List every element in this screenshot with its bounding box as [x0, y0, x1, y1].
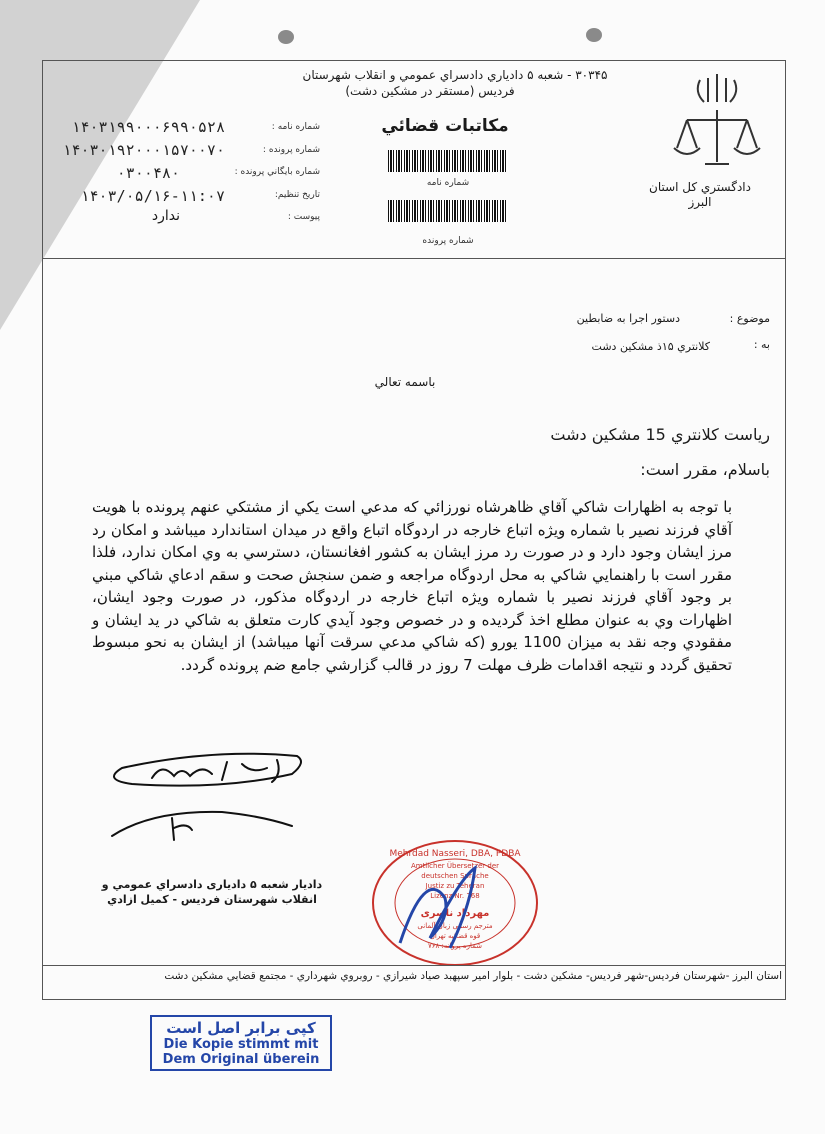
translator-seal-icon — [370, 838, 540, 968]
field-label-attachment: پيوست : — [287, 212, 320, 222]
field-value-attachment: ندارد — [151, 208, 180, 224]
court-name: دادگستري كل استان — [649, 180, 751, 194]
svg-text:Justiz zu Teheran: Justiz zu Teheran — [425, 882, 485, 890]
svg-text:Lizenz Nr. 768: Lizenz Nr. 768 — [430, 892, 480, 900]
punch-hole-left — [278, 30, 294, 44]
subject-value: دستور اجرا به ضابطين — [576, 312, 680, 325]
field-value-case-no: ۱۴۰۳۰۱۹۲۰۰۰۱۵۷۰۰۷۰ — [62, 141, 225, 159]
svg-text:شماره پروانه: ۷۶۸: شماره پروانه: ۷۶۸ — [427, 942, 483, 950]
svg-text:مهرداد ناصری: مهرداد ناصری — [420, 908, 490, 919]
invocation: باسمه تعالي — [374, 375, 436, 389]
barcode1-caption: شماره نامه — [426, 178, 470, 188]
stamp-line-persian: کپی برابر اصل است — [166, 1019, 316, 1037]
field-label-letter-no: شماره نامه : — [271, 122, 320, 132]
footer-divider — [42, 965, 786, 966]
emblem-scales-icon — [672, 70, 762, 170]
case-barcode — [388, 200, 508, 222]
signer-title-line1: دادیار شعبه ۵ داديارى دادسراي عمومي و — [101, 878, 323, 891]
punch-hole-right — [586, 28, 602, 42]
city-line: فرديس (مستقر در مشكين دشت) — [345, 84, 515, 98]
svg-text:قوه قضائیه تهران: قوه قضائیه تهران — [429, 932, 481, 940]
branch-line: ۳۰۳۴۵ - شعبه ۵ دادياري دادسراي عمومي و انقلاب شهرستان — [302, 68, 608, 82]
subject-label: موضوع : — [729, 312, 770, 325]
svg-text:deutschen Sprache: deutschen Sprache — [421, 872, 489, 880]
handwritten-signature — [92, 740, 312, 850]
greeting-line: باسلام، مقرر است: — [640, 460, 770, 479]
field-value-letter-no: ۱۴۰۳۱۹۹۰۰۰۶۹۹۰۵۲۸ — [71, 118, 225, 136]
field-value-date: ۱۴۰۳/۰۵/۱۶-۱۱:۰۷ — [80, 187, 225, 205]
to-label: به : — [753, 338, 770, 351]
body-paragraph: با توجه به اظهارات شاكي آقاي ظاهرشاه نورزائي كه مدعي است يكي از مشتكي عنهم پرونده با هويت آقاي فرزند نصير با شماره ويژه اتباع خارجه در اردوگاه اتباع واقع در ميدان استاندارد ميباشد و امكان رد مرز ايشان وجود دارد و در صورت رد مرز ايشان به كشور افغانستان، دسترسي به وي امكان ندارد، فلذا مقرر است با راهنمايي شاكي به محل اردوگاه مراجعه و ضمن سنجش صحت و سقم ادعاي شاكي مبني بر وجود آقاي فرزند نصير با شماره ويژه اتباع خارجه در اردوگاه مذكور، در صورت وجود ايشان، اظهارات وي به عنوان مطلع اخذ گرديده و در خصوص وجود آيدي كارت متعلق به شاكي در يد ايشان و مفقودي وجه نقد به ميزان 1100 يورو (كه شاكي مدعي سرقت آنها ميباشد) از ايشان به نحو مبسوط تحقيق گردد و نتيجه اقدامات ظرف مهلت 7 روز در قالب گزارشي جامع ضم پرونده گردد. — [92, 498, 733, 674]
to-value: كلانتري ۱۵ذ مشكين دشت — [591, 340, 710, 353]
header-divider — [42, 258, 786, 259]
letter-title: مكاتبات قضائي — [381, 116, 509, 136]
svg-text:Amtlicher Übersetzer der: Amtlicher Übersetzer der — [410, 862, 500, 870]
recipient-line: رياست كلانتري 15 مشكين دشت — [550, 425, 770, 444]
field-value-archive-no: ۰۳۰۰۴۸۰ — [116, 164, 180, 182]
signer-title-line2: انقلاب شهرستان فرديس - كميل ازادي — [107, 893, 317, 906]
svg-text:مترجم رسمی زبان آلمانی: مترجم رسمی زبان آلمانی — [417, 922, 493, 930]
barcode2-caption: شماره پرونده — [422, 236, 474, 246]
stamp-line-german-2: Dem Original überein — [162, 1052, 320, 1067]
certified-copy-stamp — [150, 1015, 332, 1071]
field-label-archive-no: شماره بايگاني پرونده : — [234, 167, 320, 177]
svg-text:Mehrdad Nasseri, DBA, PDBA: Mehrdad Nasseri, DBA, PDBA — [389, 849, 521, 859]
stamp-line-german-1: Die Kopie stimmt mit — [163, 1037, 319, 1052]
field-label-date: تاريخ تنظيم: — [274, 190, 320, 200]
footer-address: استان البرز -شهرستان فرديس-شهر فرديس- مشكين دشت - بلوار امير سپهبد صياد شيرازي - روبروي شهرداري - مجتمع قضايي مشكين دشت — [164, 970, 782, 982]
letter-barcode — [388, 150, 508, 172]
province-name: البرز — [688, 195, 712, 209]
field-label-case-no: شماره پرونده : — [262, 145, 320, 155]
